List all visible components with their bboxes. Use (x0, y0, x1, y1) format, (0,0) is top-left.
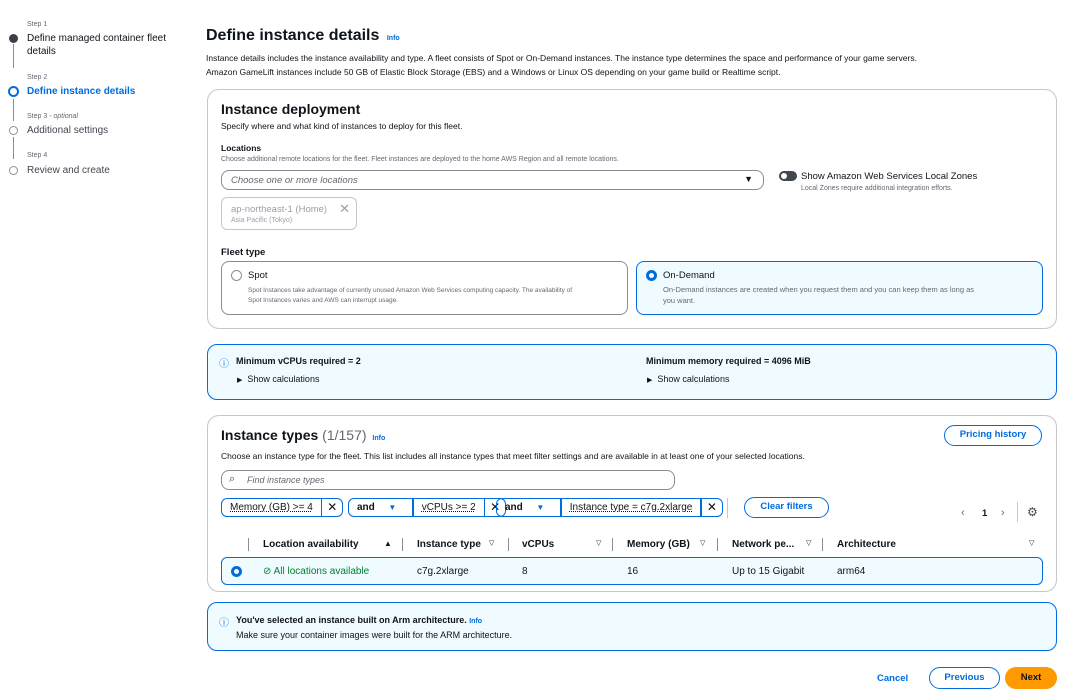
divider (1017, 502, 1018, 522)
step-1-link[interactable]: Define managed container fleet details (27, 33, 166, 57)
caret-down-icon: ▼ (744, 174, 753, 184)
clear-filters-button[interactable]: Clear filters (744, 497, 829, 518)
ondemand-radio[interactable] (646, 270, 657, 281)
spot-label: Spot (248, 270, 268, 281)
remove-filter-icon[interactable]: ✕ (327, 500, 338, 514)
sort-icon[interactable]: ▽ (596, 540, 602, 547)
memory-cell: 16 (627, 566, 639, 577)
step-3-label: Step 3 - optional (27, 113, 78, 120)
column-vcpus[interactable]: vCPUs (522, 539, 555, 550)
toggle-description: Local Zones require additional integration efforts. (801, 185, 953, 192)
operator-select[interactable]: and ▼ (357, 502, 397, 513)
locations-select[interactable] (221, 170, 764, 190)
info-icon: ⓘ (219, 359, 229, 370)
column-location-availability[interactable]: Location availability (263, 539, 359, 550)
availability-cell: ⊘ All locations available (263, 566, 370, 577)
success-icon: ⊘ (263, 566, 272, 577)
sort-icon[interactable]: ▽ (489, 540, 495, 547)
local-zones-toggle[interactable] (779, 171, 797, 181)
row-select-radio[interactable] (231, 566, 242, 577)
filter-instance-type (496, 498, 723, 517)
info-link[interactable]: Info (469, 618, 483, 625)
chevron-right-icon[interactable]: › (1001, 507, 1005, 519)
close-icon[interactable]: ✕ (339, 201, 350, 216)
step-1-label: Step 1 (27, 21, 48, 28)
filter-vcpus-label[interactable]: vCPUs >= 2 (421, 502, 476, 513)
column-memory[interactable]: Memory (GB) (627, 539, 690, 550)
token-sublabel: Asia Pacific (Tokyo) (231, 217, 293, 224)
column-architecture[interactable]: Architecture (837, 539, 896, 550)
remove-filter-icon[interactable]: ✕ (490, 500, 501, 514)
locations-description: Choose additional remote locations for the fleet. Fleet instances are deployed to the home AWS Region and all remote locations. (221, 156, 619, 163)
architecture-cell: arm64 (837, 566, 866, 577)
requirements-alert (207, 344, 1057, 400)
step-pending-icon (9, 126, 18, 135)
step-3-link[interactable]: Additional settings (27, 125, 109, 136)
divider (727, 498, 728, 518)
step-4-link[interactable]: Review and create (27, 165, 110, 176)
step-2-link[interactable]: Define instance details (27, 86, 136, 97)
remove-filter-icon[interactable]: ✕ (706, 500, 717, 514)
column-instance-type[interactable]: Instance type (417, 539, 481, 550)
memory-show-calculations[interactable]: ▶ Show calculations (647, 374, 730, 384)
filter-instance-type-label[interactable]: Instance type = c7g.2xlarge (569, 502, 693, 513)
instance-types-title: Instance types (1/157) Info (221, 427, 386, 443)
ondemand-description: On-Demand instances are created when you request them and you can keep them as long as you want. (663, 285, 975, 305)
toggle-label: Show Amazon Web Services Local Zones (801, 171, 978, 182)
spot-option[interactable] (221, 261, 628, 315)
operator-select[interactable]: and ▼ (505, 502, 545, 513)
step-complete-icon (9, 34, 18, 43)
info-link[interactable]: Info (372, 435, 386, 442)
arm-notice-title: You've selected an instance built on Arm architecture. Info (236, 615, 483, 625)
pricing-history-button[interactable]: Pricing history (944, 425, 1042, 446)
step-4-label: Step 4 (27, 152, 48, 159)
spot-description: Spot Instances take advantage of currently unused Amazon Web Services computing capacity. The availability of Spot Instances varies and AWS can interrupt usage. (248, 287, 573, 304)
ondemand-option[interactable] (636, 261, 1043, 315)
page-number[interactable]: 1 (982, 508, 988, 519)
token-label: ap-northeast-1 (Home) (231, 204, 328, 215)
column-network[interactable]: Network pe... (732, 539, 795, 550)
step-current-icon (8, 86, 19, 97)
deployment-subtitle: Specify where and what kind of instances to deploy for this fleet. (221, 121, 463, 131)
previous-button[interactable]: Previous (929, 667, 1000, 689)
filter-memory-label[interactable]: Memory (GB) >= 4 (230, 502, 313, 513)
filter-vcpus (348, 498, 506, 517)
spot-radio[interactable] (231, 270, 242, 281)
step-pending-icon (9, 166, 18, 175)
search-icon: ⌕ (229, 473, 236, 485)
search-placeholder: Find instance types (247, 475, 325, 485)
filter-memory (221, 498, 343, 517)
search-input[interactable] (221, 470, 675, 490)
page-description: Instance details includes the instance availability and type. A fleet consists of Spot or On-Demand instances. The instance type determines the space and performance of your game servers. Amazon GameLift instances include 50 GB of Elastic Block Storage (EBS) and a Windows or Linux OS depending on your game build or Realtime script. (206, 53, 917, 77)
ondemand-label: On-Demand (663, 270, 715, 281)
arm-notice-description: Make sure your container images were built for the ARM architecture. (236, 630, 513, 640)
sort-ascending-icon[interactable]: ▲ (384, 539, 392, 548)
locations-placeholder: Choose one or more locations (231, 175, 358, 186)
network-cell: Up to 15 Gigabit (732, 566, 805, 577)
sort-icon[interactable]: ▽ (700, 540, 706, 547)
step-2-label: Step 2 (27, 74, 48, 81)
arm-notice-alert (207, 602, 1057, 651)
min-memory-text: Minimum memory required = 4096 MiB (646, 356, 811, 366)
sort-icon[interactable]: ▽ (806, 540, 812, 547)
deployment-title: Instance deployment (221, 101, 361, 117)
instance-types-description: Choose an instance type for the fleet. This list includes all instance types that meet filter settings and are available in at least one of your selected locations. (221, 451, 805, 461)
instance-type-cell: c7g.2xlarge (417, 566, 469, 577)
locations-label: Locations (221, 143, 262, 153)
next-button[interactable]: Next (1005, 667, 1057, 689)
info-icon: ⓘ (219, 618, 229, 629)
gear-icon[interactable]: ⚙ (1027, 505, 1038, 519)
page-title: Define instance details Info (206, 27, 400, 44)
cancel-button[interactable]: Cancel (877, 673, 909, 684)
vcpu-show-calculations[interactable]: ▶ Show calculations (237, 374, 320, 384)
vcpus-cell: 8 (522, 566, 528, 577)
fleet-type-label: Fleet type (221, 247, 266, 258)
location-token (221, 197, 357, 230)
sort-icon[interactable]: ▽ (1029, 540, 1035, 547)
chevron-left-icon[interactable]: ‹ (961, 507, 965, 519)
info-link[interactable]: Info (386, 35, 400, 42)
min-vcpu-text: Minimum vCPUs required = 2 (236, 356, 361, 366)
